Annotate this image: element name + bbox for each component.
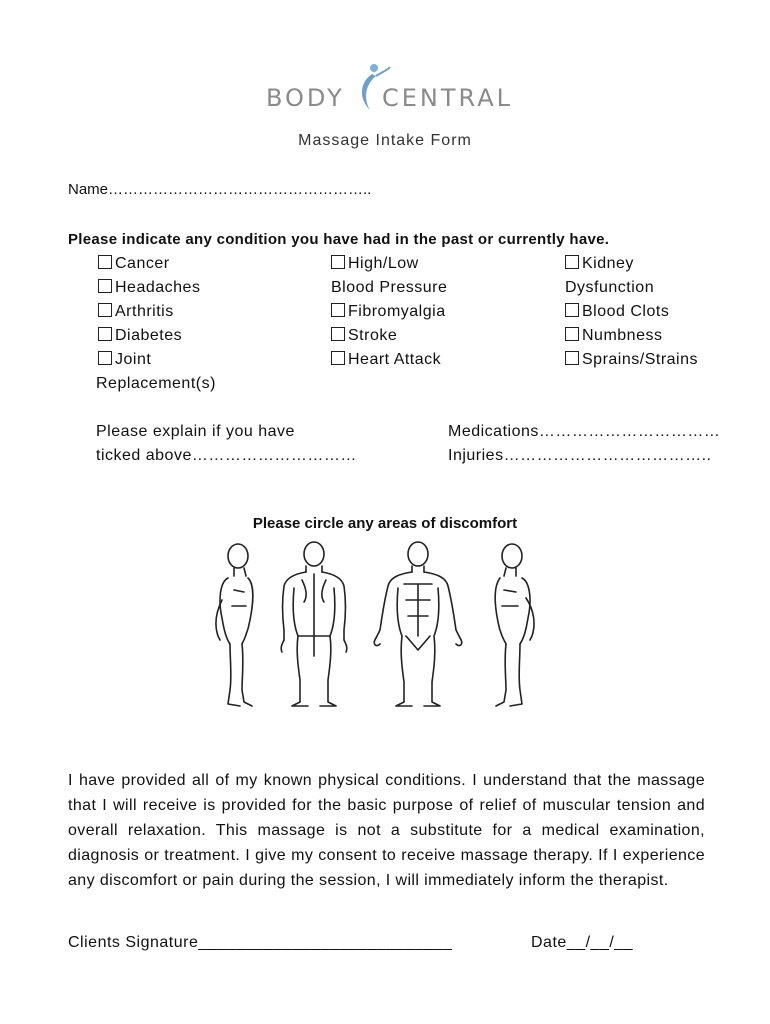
- checkbox-label-continued: Replacement(s): [96, 375, 216, 392]
- conditions-col3: [565, 252, 698, 372]
- signature-field[interactable]: Clients Signature___________________________: [68, 934, 453, 951]
- checkbox-kidney-dysfunction[interactable]: Kidney: [565, 252, 698, 276]
- body-figure-back: [281, 542, 347, 706]
- checkbox-icon[interactable]: [331, 303, 345, 317]
- body-figure-side-right: [495, 544, 534, 706]
- checkbox-icon[interactable]: [565, 327, 579, 341]
- checkbox-fibromyalgia[interactable]: Fibromyalgia: [331, 300, 447, 324]
- discomfort-heading: Please circle any areas of discomfort: [252, 515, 518, 532]
- checkbox-arthritis[interactable]: Arthritis: [98, 300, 216, 324]
- injuries-field[interactable]: Injuries………………………………..: [448, 447, 712, 464]
- checkbox-icon[interactable]: [98, 351, 112, 365]
- checkbox-icon[interactable]: [565, 255, 579, 269]
- medications-field[interactable]: Medications……………………………: [448, 423, 721, 440]
- body-figure-side-left: [216, 544, 253, 706]
- checkbox-blood-clots[interactable]: Blood Clots: [565, 300, 698, 324]
- checkbox-icon[interactable]: [565, 303, 579, 317]
- explain-field[interactable]: Please explain if you have ticked above…………………………: [96, 423, 357, 464]
- name-field[interactable]: Name……………………………………………..: [68, 181, 372, 198]
- checkbox-icon[interactable]: [331, 327, 345, 341]
- consent-paragraph: I have provided all of my known physical conditions. I understand that the massage that I will receive is provided for the basic purpose of relief of muscular tension and overall relaxation. This massage is not a substitute for a medical examination, diagnosis or treatment. I give my consent to receive massage therapy. If I experience any discomfort or pain during the session, I will immediately inform the therapist.: [68, 772, 705, 889]
- checkbox-heart-attack[interactable]: Heart Attack: [331, 348, 447, 372]
- checkbox-icon[interactable]: [98, 327, 112, 341]
- checkbox-cancer[interactable]: Cancer: [98, 252, 216, 276]
- checkbox-diabetes[interactable]: Diabetes: [98, 324, 216, 348]
- checkbox-headaches[interactable]: Headaches: [98, 276, 216, 300]
- form-title: Massage Intake Form: [298, 132, 472, 149]
- checkbox-numbness[interactable]: Numbness: [565, 324, 698, 348]
- conditions-question: Please indicate any condition you have had in the past or currently have.: [68, 231, 610, 248]
- conditions-col1: [98, 252, 216, 396]
- body-figure-front: [374, 542, 461, 706]
- medications-injuries: [448, 420, 720, 468]
- checkbox-stroke[interactable]: Stroke: [331, 324, 447, 348]
- body-central-logo: [264, 58, 514, 118]
- checkbox-icon[interactable]: [331, 255, 345, 269]
- checkbox-icon[interactable]: [331, 351, 345, 365]
- checkbox-sprains-strains[interactable]: Sprains/Strains: [565, 348, 698, 372]
- checkbox-label-continued: Blood Pressure: [331, 279, 448, 296]
- checkbox-icon[interactable]: [98, 279, 112, 293]
- logo-text-right: CENTRAL: [382, 84, 514, 112]
- logo-text-left: BODY: [266, 84, 345, 112]
- body-diagram[interactable]: [200, 540, 560, 715]
- conditions-col2: [331, 252, 447, 372]
- checkbox-icon[interactable]: [565, 351, 579, 365]
- checkbox-high-low-bp[interactable]: High/Low: [331, 252, 447, 276]
- checkbox-joint-replacement[interactable]: Joint: [98, 348, 216, 372]
- checkbox-icon[interactable]: [98, 303, 112, 317]
- checkbox-icon[interactable]: [98, 255, 112, 269]
- date-field[interactable]: Date__/__/__: [531, 934, 634, 951]
- checkbox-label-continued: Dysfunction: [565, 279, 655, 296]
